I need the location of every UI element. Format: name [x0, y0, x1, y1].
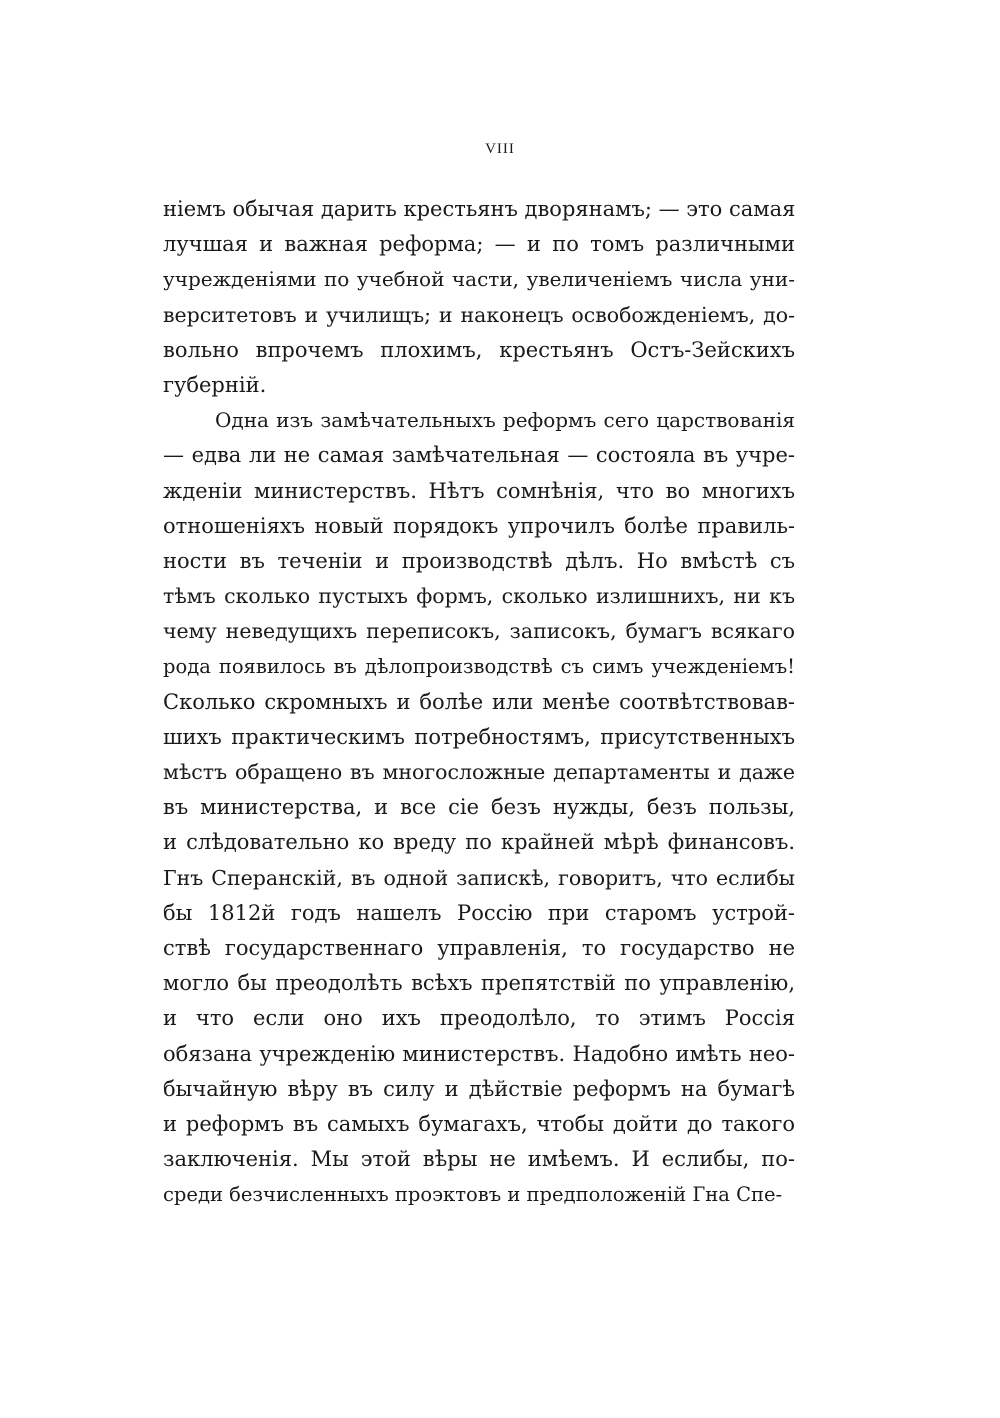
- text-line: верситетовъ и училищъ; и наконецъ освобожденiемъ, до-: [163, 302, 795, 327]
- text-line: вольно впрочемъ плохимъ, крестьянъ Остъ-Зейскихъ: [163, 337, 795, 362]
- text-line: Одна изъ замѣчательныхъ реформъ сего царствованiя: [215, 408, 795, 433]
- text-line: тѣмъ сколько пустыхъ формъ, сколько излишнихъ, ни къ: [163, 584, 795, 609]
- text-line: и слѣдовательно ко вреду по крайней мѣрѣ финансовъ.: [163, 830, 795, 855]
- paragraph-2: [163, 403, 795, 1212]
- text-line: бычайную вѣру въ силу и дѣйствiе реформъ на бумагѣ: [163, 1076, 795, 1101]
- text-line: бы 1812й годъ нашелъ Россiю при старомъ устрой-: [163, 900, 795, 925]
- text-line: мѣстъ обращено въ многосложные департаменты и даже: [163, 760, 795, 784]
- text-line: и что если оно ихъ преодолѣло, то этимъ Россiя: [163, 1006, 795, 1031]
- text-line: шихъ практическимъ потребностямъ, присутственныхъ: [163, 724, 795, 749]
- paragraph-1: [163, 192, 795, 403]
- text-line: лучшая и важная реформа; — и по томъ различными: [163, 232, 795, 257]
- text-line: учрежденiями по учебной части, увеличенiемъ числа уни-: [163, 267, 795, 292]
- text-line: ствѣ государственнаго управленiя, то государство не: [163, 935, 795, 960]
- text-line: Гнъ Сперанскiй, въ одной запискѣ, говоритъ, что еслибы: [163, 865, 795, 890]
- text-line: жденiи министерствъ. Нѣтъ сомнѣнiя, что во многихъ: [163, 478, 795, 503]
- text-line: въ министерства, и все сiе безъ нужды, безъ пользы,: [163, 795, 795, 820]
- text-line: губернiй.: [163, 372, 267, 397]
- text-line: ности въ теченiи и производствѣ дѣлъ. Но вмѣстѣ съ: [163, 548, 795, 573]
- text-line: могло бы преодолѣть всѣхъ препятствiй по управленiю,: [163, 971, 795, 996]
- text-line: чему неведущихъ переписокъ, записокъ, бумагъ всякаго: [163, 619, 795, 644]
- text-line: отношенiяхъ новый порядокъ упрочилъ болѣе правиль-: [163, 513, 795, 538]
- text-line: обязана учрежденiю министерствъ. Надобно имѣть нео-: [163, 1041, 795, 1066]
- text-line: — едва ли не самая замѣчательная — состояла въ учре-: [163, 443, 795, 468]
- text-line: и реформъ въ самыхъ бумагахъ, чтобы дойти до такого: [163, 1111, 795, 1136]
- text-line: Сколько скромныхъ и болѣе или менѣе соотвѣтствовав-: [163, 689, 795, 714]
- text-line: рода появилось въ дѣлопроизводствѣ съ симъ учежденiемъ!: [163, 655, 795, 679]
- text-line: среди безчисленныхъ проэктовъ и предположенiй Гна Спе-: [163, 1183, 783, 1207]
- page-number: VIII: [485, 141, 515, 157]
- text-line: нiемъ обычая дарить крестьянъ дворянамъ; — это самая: [163, 197, 795, 221]
- body-text: [163, 192, 795, 1212]
- text-line: заключенiя. Мы этой вѣры не имѣемъ. И еслибы, по-: [163, 1147, 795, 1172]
